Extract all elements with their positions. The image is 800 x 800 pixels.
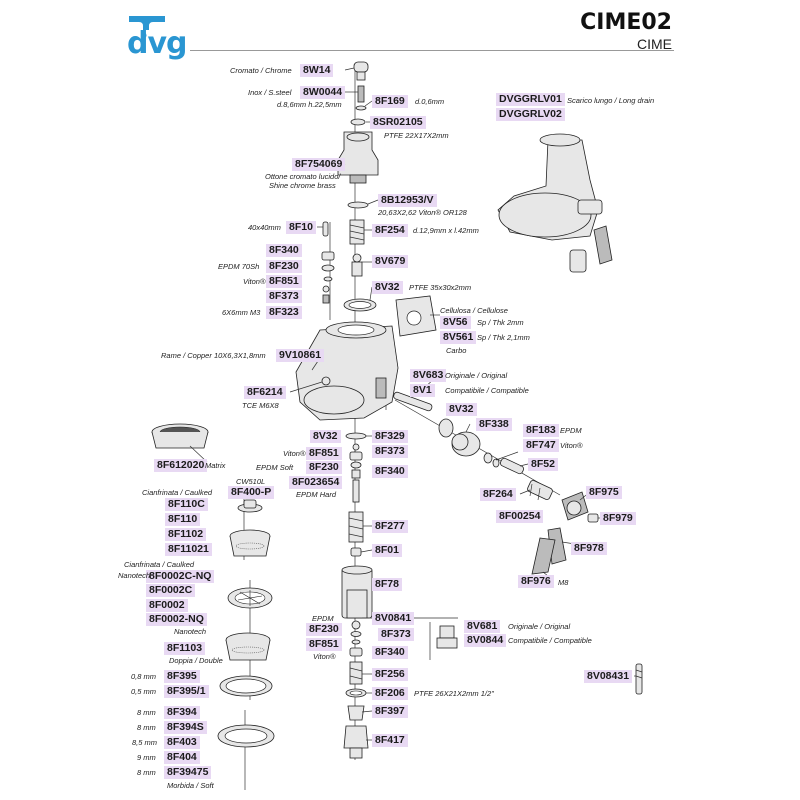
note-m85: 8,5 mm [132, 738, 158, 747]
note-viton1: Viton® [243, 277, 266, 286]
part-label-8F0002[interactable]: 8F0002 [146, 599, 188, 612]
page-subtitle: CIME [637, 36, 672, 52]
note-compat2: Compatibile / Compatible [508, 636, 592, 645]
note-m05: 0,5 mm [131, 687, 157, 696]
part-label-8F6214[interactable]: 8F6214 [244, 386, 286, 399]
note-carbo: Carbo [446, 346, 467, 355]
long-drain-part [498, 134, 612, 272]
note-sp21: Sp / Thk 2,1mm [477, 333, 530, 342]
part-label-8SR02105[interactable]: 8SR02105 [370, 116, 426, 129]
note-m8a: 8 mm [137, 708, 156, 717]
part-label-8F395[interactable]: 8F395 [164, 670, 200, 683]
part-label-8V08431[interactable]: 8V08431 [584, 670, 632, 683]
part-label-8V683[interactable]: 8V683 [410, 369, 446, 382]
part-label-8F394S[interactable]: 8F394S [164, 721, 207, 734]
note-epdm2: EPDM [312, 614, 334, 623]
note-morbida: Morbida / Soft [167, 781, 214, 790]
note-d129: d.12,9mm x l.42mm [413, 226, 479, 235]
part-label-8V0844[interactable]: 8V0844 [464, 634, 506, 647]
note-cell: Cellulosa / Cellulose [440, 306, 508, 315]
note-m3: 6X6mm M3 [222, 308, 261, 317]
part-label-8F397[interactable]: 8F397 [372, 705, 408, 718]
note-m8b: 8 mm [137, 723, 156, 732]
note-nanotech2: Nanotech [174, 627, 207, 636]
part-label-8F023654[interactable]: 8F023654 [289, 476, 342, 489]
note-nanotech1: Nanotech [118, 571, 151, 580]
part-label-8F754069[interactable]: 8F754069 [292, 158, 345, 171]
note-ptfe35: PTFE 35x30x2mm [409, 283, 472, 292]
part-label-8V0841[interactable]: 8V0841 [372, 612, 414, 625]
part-label-8F1102[interactable]: 8F1102 [165, 528, 206, 541]
part-label-8F747[interactable]: 8F747 [523, 439, 559, 452]
note-matrix: Matrix [205, 461, 226, 470]
part-label-8F338[interactable]: 8F338 [476, 418, 512, 431]
note-viton20: 20,63X2,62 Viton® OR128 [378, 208, 467, 217]
part-label-DVGGRLV01[interactable]: DVGGRLV01 [496, 93, 565, 106]
group-head-body [296, 322, 398, 420]
note-epdm70: EPDM 70Sh [218, 262, 260, 271]
note-viton3: Viton® [283, 449, 306, 458]
part-label-8F976[interactable]: 8F976 [518, 575, 554, 588]
part-label-8F230-stack[interactable]: 8F230 [306, 461, 342, 474]
note-m9: 9 mm [137, 753, 156, 762]
note-inox: Inox / S.steel [248, 88, 292, 97]
part-label-8F169[interactable]: 8F169 [372, 95, 408, 108]
part-label-8F277[interactable]: 8F277 [372, 520, 408, 533]
part-label-8F340-stack[interactable]: 8F340 [372, 465, 408, 478]
note-epdm: EPDM [560, 426, 582, 435]
part-label-8F254[interactable]: 8F254 [372, 224, 408, 237]
brand-name: dvg [127, 26, 187, 61]
cap-part [354, 62, 368, 80]
part-label-8F1103[interactable]: 8F1103 [164, 642, 205, 655]
part-label-8F403[interactable]: 8F403 [164, 736, 200, 749]
part-label-8V56[interactable]: 8V56 [440, 316, 471, 329]
note-ptfe26: PTFE 26X21X2mm 1/2" [414, 689, 494, 698]
part-label-8F340[interactable]: 8F340 [266, 244, 302, 257]
note-viton4: Viton® [313, 652, 336, 661]
part-label-8F978[interactable]: 8F978 [571, 542, 607, 555]
part-label-8F851[interactable]: 8F851 [266, 275, 302, 288]
part-label-8B12953V[interactable]: 8B12953/V [378, 194, 437, 207]
part-label-8F0002-NQ[interactable]: 8F0002-NQ [146, 613, 207, 626]
part-label-8V32[interactable]: 8V32 [372, 281, 403, 294]
part-label-8V561[interactable]: 8V561 [440, 331, 476, 344]
part-label-8F230-lower[interactable]: 8F230 [306, 623, 342, 636]
part-label-8F373-stack[interactable]: 8F373 [372, 445, 408, 458]
note-doppia: Doppia / Double [169, 656, 223, 665]
page-code: CIME02 [580, 10, 672, 35]
part-label-8F979[interactable]: 8F979 [600, 512, 636, 525]
part-label-8F323[interactable]: 8F323 [266, 306, 302, 319]
note-viton2: Viton® [560, 441, 583, 450]
part-label-8F230[interactable]: 8F230 [266, 260, 302, 273]
part-label-8F612020[interactable]: 8F612020 [154, 459, 207, 472]
part-label-8F329[interactable]: 8F329 [372, 430, 408, 443]
part-label-8F78[interactable]: 8F78 [372, 578, 402, 591]
part-label-8F00254[interactable]: 8F00254 [496, 510, 543, 523]
part-label-8F183[interactable]: 8F183 [523, 424, 559, 437]
note-m8: M8 [558, 578, 569, 587]
note-cw510l: CW510L [236, 477, 266, 486]
part-label-8F10[interactable]: 8F10 [286, 221, 316, 234]
part-label-8F206[interactable]: 8F206 [372, 687, 408, 700]
part-label-9V10861[interactable]: 9V10861 [276, 349, 324, 362]
note-d86: d.8,6mm h.22,5mm [277, 100, 342, 109]
part-label-8F400P[interactable]: 8F400-P [228, 486, 274, 499]
note-rame: Rame / Copper 10X6,3X1,8mm [161, 351, 266, 360]
note-cromato: Cromato / Chrome [230, 66, 292, 75]
note-m08: 0,8 mm [131, 672, 157, 681]
note-orig1: Originale / Original [445, 371, 508, 380]
note-x40: 40x40mm [248, 223, 281, 232]
note-m8c: 8 mm [137, 768, 156, 777]
part-label-DVGGRLV02[interactable]: DVGGRLV02 [496, 108, 565, 121]
part-label-8F404[interactable]: 8F404 [164, 751, 200, 764]
part-label-8F975[interactable]: 8F975 [586, 486, 622, 499]
part-label-8F851-lower[interactable]: 8F851 [306, 638, 342, 651]
part-label-8F373[interactable]: 8F373 [266, 290, 302, 303]
part-label-8W0044[interactable]: 8W0044 [300, 86, 345, 99]
part-label-8F39475[interactable]: 8F39475 [164, 766, 211, 779]
part-label-8F394[interactable]: 8F394 [164, 706, 200, 719]
note-ottone2: Shine chrome brass [269, 181, 336, 190]
note-ottone1: Ottone cromato lucido/ [265, 172, 341, 181]
note-epdmsoft: EPDM Soft [256, 463, 294, 472]
part-label-8F01[interactable]: 8F01 [372, 544, 402, 557]
note-tce: TCE M6X8 [242, 401, 279, 410]
part-label-8F52[interactable]: 8F52 [528, 458, 558, 471]
part-label-8F373-lower[interactable]: 8F373 [378, 628, 414, 641]
part-label-8F110[interactable]: 8F110 [165, 513, 200, 526]
note-scarico: Scarico lungo / Long drain [567, 96, 655, 105]
part-label-8F340-lower[interactable]: 8F340 [372, 646, 408, 659]
part-label-8F264[interactable]: 8F264 [480, 488, 516, 501]
part-label-8V32-stack[interactable]: 8V32 [310, 430, 341, 443]
part-label-8F11021[interactable]: 8F11021 [165, 543, 212, 556]
part-label-8F110C[interactable]: 8F110C [165, 498, 208, 511]
note-cianf2: Cianfrinata / Caulked [124, 560, 195, 569]
part-label-8W14[interactable]: 8W14 [300, 64, 333, 77]
part-label-8F395-1[interactable]: 8F395/1 [164, 685, 209, 698]
part-label-8V32-valve[interactable]: 8V32 [446, 403, 477, 416]
note-d06: d.0,6mm [415, 97, 445, 106]
note-compat1: Compatibile / Compatible [445, 386, 529, 395]
part-label-8V679[interactable]: 8V679 [372, 255, 408, 268]
part-label-8F0002C[interactable]: 8F0002C [146, 584, 195, 597]
note-cianf1: Cianfrinata / Caulked [142, 488, 213, 497]
part-label-8F417[interactable]: 8F417 [372, 734, 408, 747]
note-epdmhard: EPDM Hard [296, 490, 337, 499]
part-label-8V1[interactable]: 8V1 [410, 384, 435, 397]
note-ptfe22: PTFE 22X17X2mm [384, 131, 449, 140]
part-label-8F851-stack[interactable]: 8F851 [306, 447, 342, 460]
part-label-8F256[interactable]: 8F256 [372, 668, 408, 681]
note-sp2: Sp / Thk 2mm [477, 318, 524, 327]
part-label-8F0002C-NQ[interactable]: 8F0002C-NQ [146, 570, 214, 583]
note-orig2: Originale / Original [508, 622, 571, 631]
part-label-8V681[interactable]: 8V681 [464, 620, 500, 633]
